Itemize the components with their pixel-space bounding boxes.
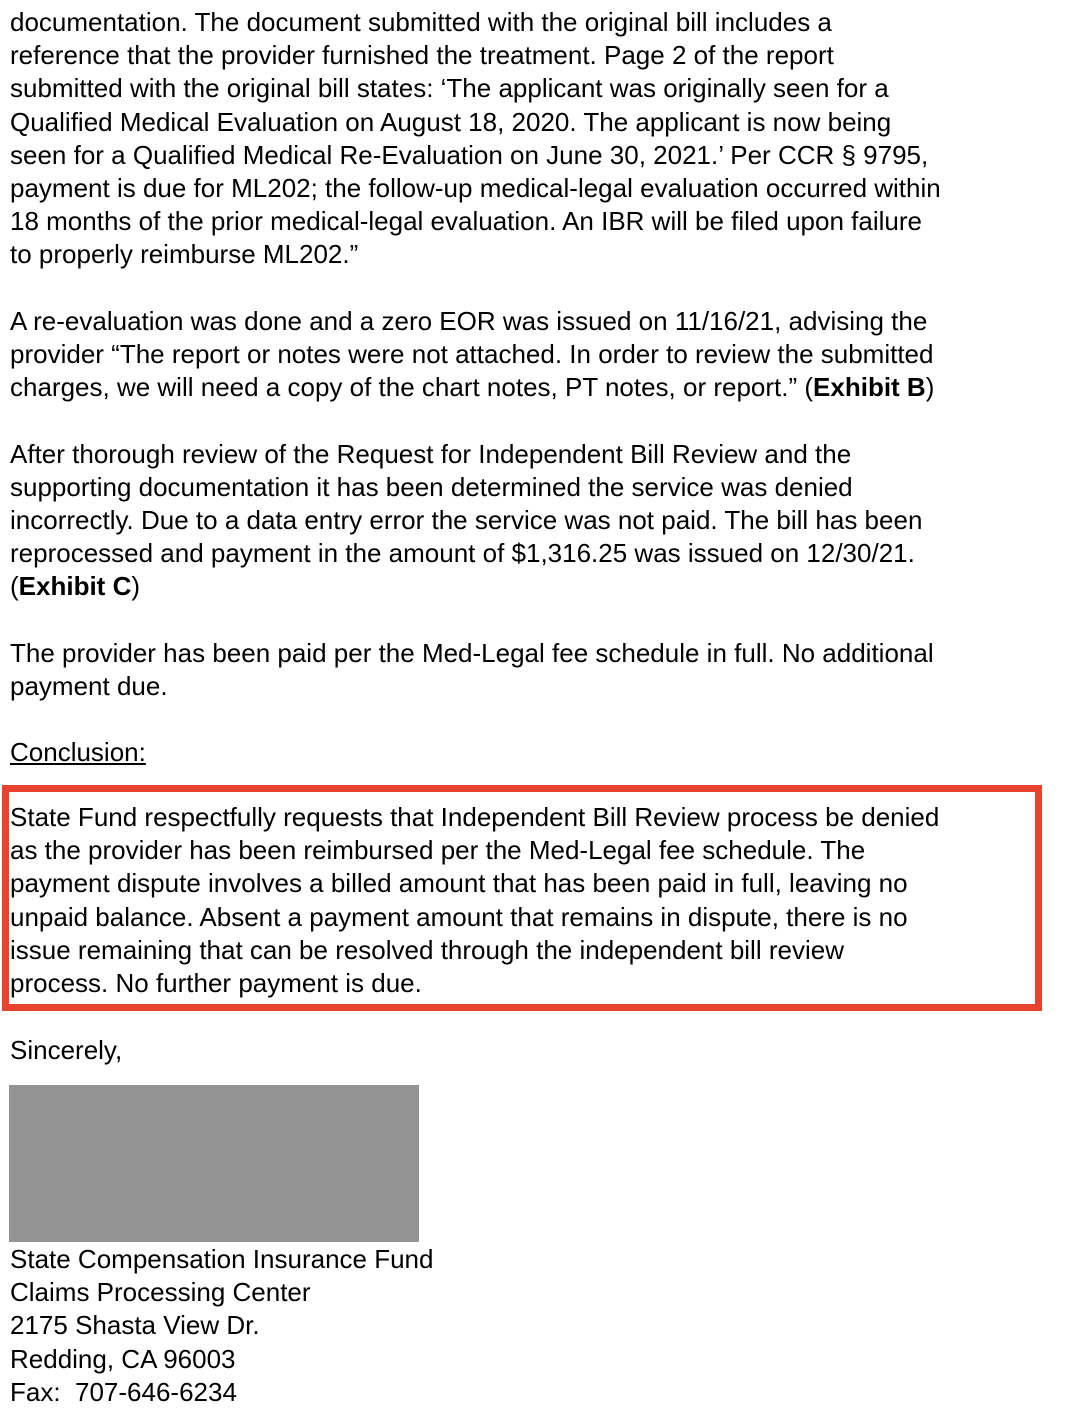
text-line: payment dispute involves a billed amount that has been paid in full, leaving no — [10, 868, 908, 899]
conclusion-paragraph — [10, 801, 1046, 1000]
text-line: submitted with the original bill states: ‘The applicant was originally seen for a — [10, 73, 889, 104]
text-line: incorrectly. Due to a data entry error the service was not paid. The bill has been — [10, 505, 923, 536]
text-segment: ) — [925, 372, 935, 403]
text-line: reference that the provider furnished the treatment. Page 2 of the report — [10, 40, 834, 71]
text-line: The provider has been paid per the Med-Legal fee schedule in full. No additional — [10, 637, 934, 668]
text-line — [10, 371, 1056, 404]
text-line: 18 months of the prior medical-legal evaluation. An IBR will be filed upon failure — [10, 206, 922, 237]
salutation: Sincerely, — [10, 1035, 123, 1065]
text-line — [10, 570, 1056, 603]
letter-body — [10, 6, 1056, 803]
department-name: Claims Processing Center — [10, 1277, 311, 1308]
conclusion-heading: Conclusion: — [10, 737, 146, 768]
paragraph-re-evaluation — [10, 305, 1056, 405]
organization-name: State Compensation Insurance Fund — [10, 1244, 434, 1274]
text-line: A re-evaluation was done and a zero EOR was issued on 11/16/21, advising the — [10, 305, 928, 336]
text-segment: ( — [10, 571, 19, 602]
text-line: supporting documentation it has been determined the service was denied — [10, 471, 853, 502]
text-line: reprocessed and payment in the amount of $1,316.25 was issued on 12/30/21. — [10, 538, 915, 569]
text-line: payment due. — [10, 671, 168, 702]
exhibit-b-reference: Exhibit B — [813, 372, 926, 403]
sender-address — [10, 1243, 433, 1409]
text-line: issue remaining that can be resolved through the independent bill review — [10, 934, 844, 965]
paragraph-review-result — [10, 438, 1056, 604]
paragraph-ml202-documentation — [10, 6, 1056, 272]
text-line: to properly reimburse ML202.” — [10, 239, 359, 270]
text-line: Qualified Medical Evaluation on August 18, 2020. The applicant is now being — [10, 106, 892, 137]
text-line: State Fund respectfully requests that Independent Bill Review process be denied — [10, 802, 940, 832]
text-line: process. No further payment is due. — [10, 968, 422, 999]
text-line: After thorough review of the Request for Independent Bill Review and the — [10, 438, 852, 469]
street-address: 2175 Shasta View Dr. — [10, 1310, 260, 1341]
fax-number: Fax: 707-646-6234 — [10, 1376, 237, 1407]
text-line: as the provider has been reimbursed per the Med-Legal fee schedule. The — [10, 835, 866, 866]
text-segment: charges, we will need a copy of the chart notes, PT notes, or report.” ( — [10, 372, 814, 403]
text-line: documentation. The document submitted with the original bill includes a — [10, 7, 832, 37]
paragraph-paid-in-full — [10, 637, 1056, 703]
text-line: provider “The report or notes were not attached. In order to review the submitted — [10, 339, 934, 370]
text-line: seen for a Qualified Medical Re-Evaluation on June 30, 2021.’ Per CCR § 9795, — [10, 139, 929, 170]
exhibit-c-reference: Exhibit C — [18, 571, 132, 602]
text-line: unpaid balance. Absent a payment amount that remains in dispute, there is no — [10, 901, 908, 932]
redacted-signature — [9, 1085, 419, 1242]
text-line: payment is due for ML202; the follow-up medical-legal evaluation occurred within — [10, 173, 941, 204]
text-segment: ) — [131, 571, 141, 602]
city-state-zip: Redding, CA 96003 — [10, 1343, 236, 1374]
